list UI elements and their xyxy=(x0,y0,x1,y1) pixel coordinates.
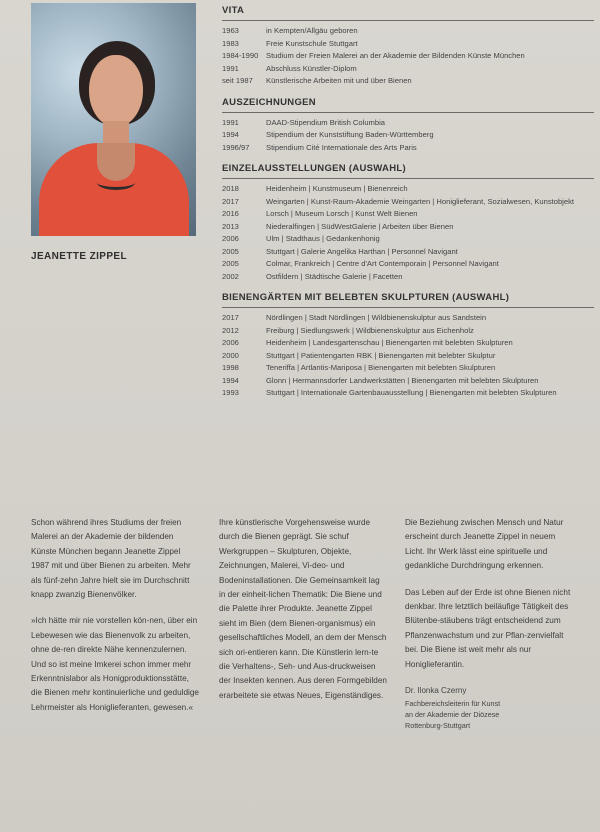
signature-line: Rottenburg-Stuttgart xyxy=(405,721,471,731)
entry-text: Künstlerische Arbeiten mit und über Bienen xyxy=(266,76,412,85)
entry-text: Glonn | Hermannsdorfer Landwerkstätten | Bienengarten mit belebten Skulpturen xyxy=(266,375,539,385)
entry-text: Stuttgart | Galerie Angelika Harthan | Personnel Navigant xyxy=(266,246,458,256)
entry-year: 2012 xyxy=(222,325,239,335)
entry-text: Stuttgart | Patientengarten RBK | Bienengarten mit belebter Skulptur xyxy=(266,350,496,360)
section-title: VITA xyxy=(222,5,245,16)
entry-row xyxy=(222,233,594,246)
entry-text: Heidenheim | Kunstmuseum | Bienenreich xyxy=(266,184,408,193)
entry-row xyxy=(222,350,594,363)
entry-row xyxy=(222,129,594,142)
paragraph: Ihre künstlerische Vorgehensweise wurde durch die Bienen geprägt. Sie schuf Werkgruppen – Skulpturen, Objekte, Zeichnungen, Malerei, Vi-deo- und Bodeninstallationen. Die Gemeinsamkeit lag in der einheit-lichen Thematik: Die Biene und die Palette ihrer Produkte. Jeanette Zippel sieht im Bien (dem Bienen-organismus) ein gesellschaftliches Modell, an dem der Mensch sich ori-entieren kann. Die Künstlerin lern-te die Verhaltens-, Seh- und Aus-druckweisen der Insekten kennen. Aus deren Formgebilden erarbeitete sie etwas Neues, Eigenständiges. xyxy=(219,518,387,700)
section-title: EINZELAUSSTELLUNGEN (AUSWAHL) xyxy=(222,163,406,174)
entry-text: Nördlingen | Stadt Nördlingen | Wildbienenskulptur aus Sandstein xyxy=(266,313,487,322)
divider xyxy=(222,307,594,308)
signature xyxy=(405,684,573,731)
portrait-photo xyxy=(31,3,196,236)
divider xyxy=(222,20,594,21)
entry-row xyxy=(222,196,594,209)
entry-year: 2002 xyxy=(222,271,239,281)
entry-row xyxy=(222,325,594,338)
entry-year: 2005 xyxy=(222,259,239,268)
vita-section xyxy=(222,5,594,88)
entry-row xyxy=(222,258,594,271)
entry-year: 1983 xyxy=(222,38,239,48)
entry-year: 1991 xyxy=(222,117,239,127)
signature-line: Fachbereichsleiterin für Kunst xyxy=(405,699,501,709)
entry-year: 1984-1990 xyxy=(222,51,259,60)
entry-year: 2013 xyxy=(222,221,239,231)
signature-name: Dr. Ilonka Czerny xyxy=(405,686,467,696)
entry-row xyxy=(222,221,594,234)
entry-text: Lorsch | Museum Lorsch | Kunst Welt Bienen xyxy=(266,209,418,218)
entry-text: Freie Kunstschule Stuttgart xyxy=(266,38,358,48)
entry-row xyxy=(222,387,594,400)
entry-text: Abschluss Künstler-Diplom xyxy=(266,63,357,73)
entry-row xyxy=(222,375,594,388)
entry-row xyxy=(222,337,594,350)
entry-row xyxy=(222,142,594,155)
divider xyxy=(222,112,594,113)
entry-year: 1994 xyxy=(222,375,239,385)
divider xyxy=(222,178,594,179)
entry-row xyxy=(222,25,594,38)
entry-year: 2006 xyxy=(222,234,239,243)
text-column-1 xyxy=(31,516,199,727)
entry-row xyxy=(222,50,594,63)
entry-text: Niederalfingen | SüdWestGalerie | Arbeiten über Bienen xyxy=(266,221,454,231)
entry-year: 1993 xyxy=(222,388,239,397)
paragraph: Das Leben auf der Erde ist ohne Bienen nicht denkbar. Ihre letztlich beiläufige Tätigkeit des Blütenbe-stäubens trägt entscheidend zum Pflanzenwachstum und zur Pflan-zenvielfalt bei. Die Biene ist weit mehr als nur Honiglieferantin. xyxy=(405,587,571,669)
text-column-3 xyxy=(405,516,573,731)
entry-row xyxy=(222,208,594,221)
entry-text: Stuttgart | Internationale Gartenbauausstellung | Bienengarten mit belebten Skulpturen xyxy=(266,388,557,397)
entry-year: 2016 xyxy=(222,209,239,218)
entry-row xyxy=(222,75,594,88)
paragraph: Schon während ihres Studiums der freien Malerei an der Akademie der bildenden Künste München begann Jeanette Zippel 1987 mit und über Bienen zu arbeiten. Mehr als fünf-zehn Jahre hielt sie im Durchschnitt knapp zwanzig Bienenvölker. xyxy=(31,518,191,600)
entry-row xyxy=(222,246,594,259)
entry-year: 2017 xyxy=(222,196,239,206)
entry-text: Studium der Freien Malerei an der Akademie der Bildenden Künste München xyxy=(266,51,525,60)
entry-text: Heidenheim | Landesgartenschau | Bienengarten mit belebten Skulpturen xyxy=(266,338,513,347)
entry-year: 2018 xyxy=(222,184,239,193)
paragraph: Die Beziehung zwischen Mensch und Natur erscheint durch Jeanette Zippel in neuem Licht. Ihr Werk lässt eine spirituelle und gedankliche Durchdringung erkennen. xyxy=(405,518,564,571)
entry-year: 2006 xyxy=(222,338,239,347)
entry-year: 1963 xyxy=(222,26,239,35)
entry-text: Stipendium Cité Internationale des Arts Paris xyxy=(266,142,417,152)
entry-year: 2005 xyxy=(222,246,239,256)
entry-text: Ulm | Stadthaus | Gedankenhonig xyxy=(266,234,380,243)
entry-row xyxy=(222,183,594,196)
entry-text: Stipendium der Kunststiftung Baden-Württemberg xyxy=(266,130,434,139)
artist-name: JEANETTE ZIPPEL xyxy=(31,251,128,262)
cv-panel xyxy=(222,5,594,409)
awards-section xyxy=(222,97,594,155)
entry-text: Weingarten | Kunst-Raum-Akademie Weingarten | Honiglieferant, Sozialwesen, Kunstobjekt xyxy=(266,196,574,206)
entry-year: seit 1987 xyxy=(222,76,253,85)
text-column-2 xyxy=(219,516,387,715)
section-title: AUSZEICHNUNGEN xyxy=(222,96,316,108)
entry-text: Teneriffa | Artlantis-Mariposa | Bienengarten mit belebten Skulpturen xyxy=(266,363,496,372)
entry-text: Freiburg | Siedlungswerk | Wildbienenskulptur aus Eichenholz xyxy=(266,325,474,335)
entry-year: 1998 xyxy=(222,363,239,372)
entry-text: DAAD-Stipendium British Columbia xyxy=(266,117,386,127)
solo-exhibitions-section xyxy=(222,163,594,283)
entry-year: 2017 xyxy=(222,313,239,322)
entry-row xyxy=(222,117,594,130)
entry-text: Colmar, Frankreich | Centre d'Art Contemporain | Personnel Navigant xyxy=(266,259,499,268)
entry-year: 1994 xyxy=(222,130,239,139)
entry-row xyxy=(222,312,594,325)
entry-row xyxy=(222,38,594,51)
entry-row xyxy=(222,362,594,375)
section-title: BIENENGÄRTEN MIT BELEBTEN SKULPTUREN (AUSWAHL) xyxy=(222,292,510,303)
signature-line: an der Akademie der Diözese xyxy=(405,710,500,720)
entry-year: 1996/97 xyxy=(222,142,250,152)
entry-text: Ostfildern | Städtische Galerie | Facetten xyxy=(266,271,403,281)
entry-text: in Kempten/Allgäu geboren xyxy=(266,26,358,35)
bee-gardens-section xyxy=(222,292,594,400)
entry-year: 2000 xyxy=(222,350,239,360)
entry-row xyxy=(222,271,594,284)
quote-paragraph: »Ich hätte mir nie vorstellen kön-nen, über ein Lebewesen wie das Bienenvolk zu arbeiten, ohne de-ren direkte Nähe kennenzulernen. Und so ist meine Imkerei schon immer mehr Erkenntnislabor als Honigproduktionsstätte, die Bienen mehr kontinuierliche und geduldige Lehrmeister als Honiglieferanten, gewesen.« xyxy=(31,616,199,712)
entry-year: 1991 xyxy=(222,63,239,73)
entry-row xyxy=(222,63,594,76)
